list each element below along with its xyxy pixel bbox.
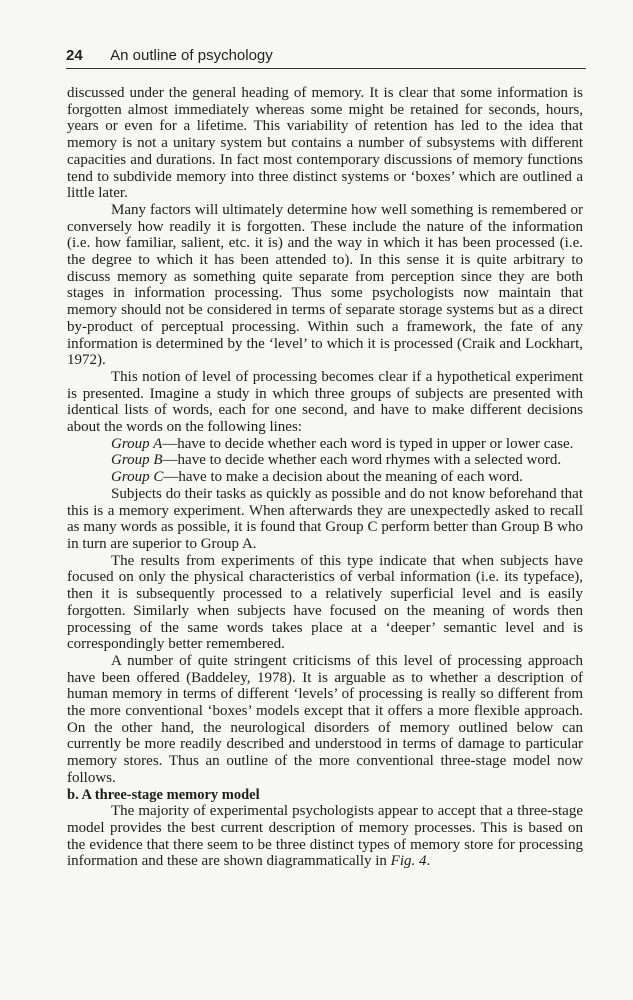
group-label: Group A	[111, 435, 163, 452]
body-text	[67, 85, 583, 870]
paragraph: Subjects do their tasks as quickly as possible and do not know beforehand that this is a memory experiment. When afterwards they are unexpectedly asked to recall as many words as possible, it is found that Group C perform better than Group B who in turn are superior to Group A.	[67, 485, 583, 552]
group-text: —have to decide whether each word rhymes with a selected word.	[162, 452, 562, 469]
page-number: 24	[66, 47, 83, 64]
paragraph-end: .	[426, 853, 431, 870]
group-item	[67, 469, 583, 486]
paragraph: discussed under the general heading of memory. It is clear that some information is forgotten almost immediately whereas some might be retained for seconds, hours, years or even for a lifetime. This variability of retention has led to the idea that memory is not a unitary system but contains a number of subsystems with different capacities and durations. In fact most contemporary discussions of memory functions tend to subdivide memory into three distinct systems or ‘boxes’ which are outlined a little later.	[67, 85, 583, 202]
group-item	[67, 436, 583, 453]
paragraph: Many factors will ultimately determine how well something is remembered or conversely how readily it is forgotten. These include the nature of the information (i.e. how familiar, salient, etc. it is) and the way in which it has been processed (i.e. the degree to which it has been attended to). In this sense it is quite arbitrary to discuss memory as something quite separate from perception since they are both stages in information processing. Thus some psychologists now maintain that memory should not be considered in terms of separate storage systems but as a direct by-product of perceptual processing. Within such a framework, the fate of any information is determined by the ‘level’ to which it is processed (Craik and Lockhart, 1972).	[67, 201, 583, 369]
section-heading: b. A three-stage memory model	[67, 786, 260, 803]
group-label: Group B	[111, 452, 163, 469]
running-title: An outline of psychology	[110, 47, 273, 64]
running-header	[66, 46, 586, 69]
paragraph	[67, 803, 583, 870]
group-text: —have to make a decision about the meaning of each word.	[163, 469, 523, 486]
paragraph: This notion of level of processing becomes clear if a hypothetical experiment is presented. Imagine a study in which three groups of subjects are presented with identical lists of words, each for one second, and have to make different decisions about the words on the following lines:	[67, 368, 583, 436]
group-item	[67, 452, 583, 469]
group-text: —have to decide whether each word is typed in upper or lower case.	[162, 435, 574, 452]
paragraph: The results from experiments of this type indicate that when subjects have focused on only the physical characteristics of verbal information (i.e. its typeface), then it is subsequently processed to a relatively superficial level and is easily forgotten. Similarly when subjects have focused on the meaning of words then processing of the same words takes place at a ‘deeper’ semantic level and is correspondingly better remembered.	[67, 552, 583, 653]
figure-reference: Fig. 4	[390, 853, 427, 870]
paragraph: A number of quite stringent criticisms of this level of processing approach have been offered (Baddeley, 1978). It is arguable as to whether a description of human memory in terms of different ‘levels’ of processing is really so different from the more conventional ‘boxes’ models except that it offers a more flexible approach. On the other hand, the neurological disorders of memory outlined below can currently be more readily described and understood in terms of damage to particular memory stores. Thus an outline of the more conventional three-stage model now follows.	[67, 652, 583, 786]
paragraph-text: The majority of experimental psychologists appear to accept that a three-stage model provides the best current description of memory processes. This is based on the evidence that there seem to be three distinct types of memory store for processing information and these are shown diagrammatically in	[67, 803, 583, 870]
group-label: Group C	[111, 469, 164, 486]
